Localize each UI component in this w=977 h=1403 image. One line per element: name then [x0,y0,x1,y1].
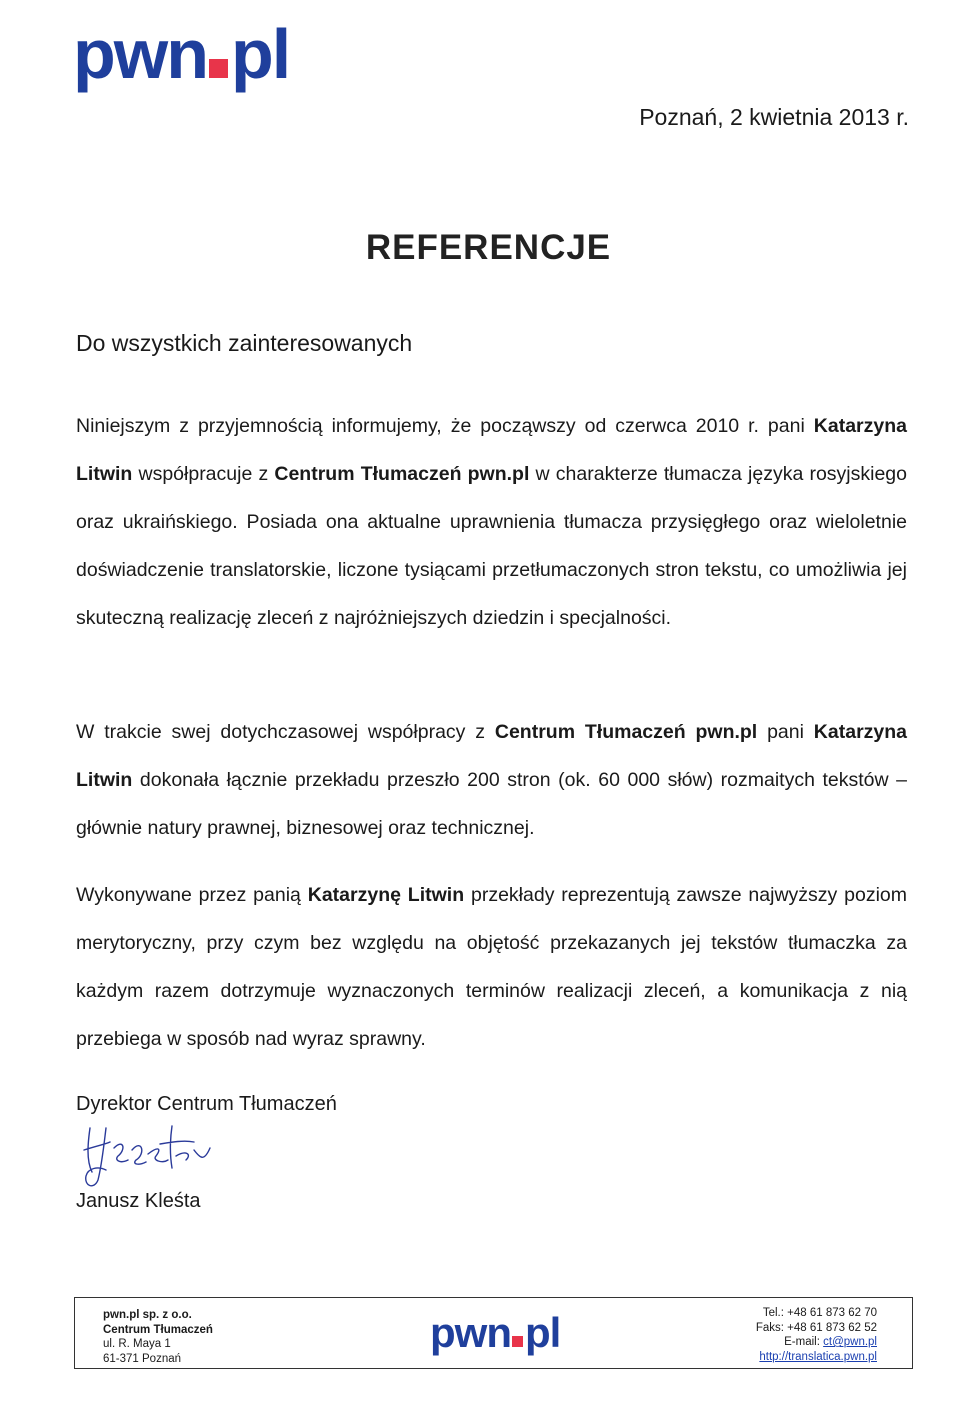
paragraph-1 [76,402,907,642]
p1-bold-name: Katarzyna Litwin [76,415,907,485]
footer-website-link[interactable]: http://translatica.pwn.pl [759,1350,877,1363]
footer-pwn-logo [430,1308,560,1358]
p1-text-3: w charakterze tłumacza języka rosyjskiego oraz ukraińskiego. Posiada ona aktualne uprawnienia tłumacza przysięgłego oraz wieloletnie doświadczenie translatorskie, liczone tysiącami przetłumaczonych stron tekstu, co umożliwia jej skuteczną realizację zleceń z najróżniejszych dziedzin i specjalności. [76,463,907,629]
footer-fax: Faks: +48 61 873 62 52 [755,1321,877,1334]
salutation: Do wszystkich zainteresowanych [76,330,413,356]
footer-logo-red-square-icon [512,1336,523,1347]
p2-bold-name: Katarzyna Litwin [76,721,908,791]
letterhead-footer [74,1297,913,1369]
p1-text-2: współpracuje z [132,463,275,485]
footer-email-link[interactable]: ct@pwn.pl [823,1336,877,1348]
footer-email-label: E-mail: [784,1336,824,1348]
footer-contact [756,1306,877,1364]
logo-text-pwn: pwn [73,15,207,93]
signatory-name: Janusz Kleśta [76,1190,201,1212]
p2-text-3: dokonała łącznie przekładu przeszło 200 stron (ok. 60 000 słów) rozmaitych tekstów – głównie natury prawnej, biznesowej oraz technicznej. [76,769,907,839]
p3-text-2: przekłady reprezentują zawsze najwyższy poziom merytoryczny, przy czym bez względu na objętość przekazanych jej tekstów tłumaczka za każdym razem dotrzymuje wyznaczonych terminów realizacji zleceń, a komunikacja z nią przebiega w sposób nad wyraz sprawny. [76,884,907,1050]
p1-bold-company: Centrum Tłumaczeń pwn.pl [274,463,530,485]
letter-date: Poznań, 2 kwietnia 2013 r. [639,104,909,130]
p2-text-1: W trakcie swej dotychczasowej współpracy z [76,721,495,743]
handwritten-signature-icon [76,1120,226,1192]
footer-department: Centrum Tłumaczeń [103,1323,213,1336]
logo-text-pl: pl [230,15,290,93]
p2-bold-company: Centrum Tłumaczeń pwn.pl [494,721,758,743]
logo-red-square-icon [209,59,228,78]
p2-text-2: pani [757,721,814,743]
footer-phone: Tel.: +48 61 873 62 70 [762,1307,877,1319]
paragraph-3 [76,871,907,1063]
p1-text-1: Niniejszym z przyjemnością informujemy, że począwszy od czerwca 2010 r. pani [76,415,814,437]
signatory-role: Dyrektor Centrum Tłumaczeń [76,1093,337,1115]
footer-street: ul. R. Maya 1 [103,1338,171,1350]
footer-logo-text-pwn: pwn [430,1309,511,1356]
pwn-logo [73,14,289,94]
p3-bold-name: Katarzynę Litwin [307,884,465,906]
paragraph-2 [76,708,907,852]
footer-logo-text-pl: pl [524,1309,561,1356]
footer-city: 61-371 Poznań [103,1352,182,1365]
p3-text-1: Wykonywane przez panią [76,884,308,906]
footer-company: pwn.pl sp. z o.o. [103,1309,192,1321]
footer-address [103,1308,213,1366]
document-title: REFERENCJE [365,228,612,267]
